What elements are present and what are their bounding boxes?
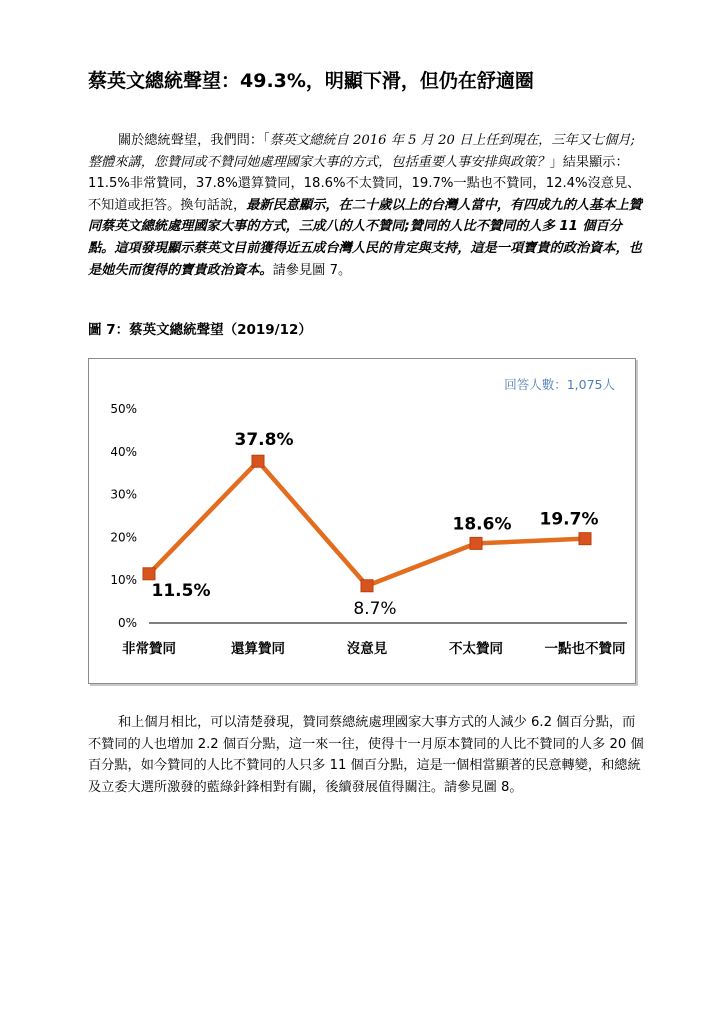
data-point xyxy=(579,533,591,545)
data-point xyxy=(361,580,373,592)
x-tick-label: 非常贊同 xyxy=(122,641,176,657)
y-tick-label: 30% xyxy=(110,487,137,502)
x-tick-label: 還算贊同 xyxy=(231,641,285,657)
paragraph-1-tail: 請參見圖 7。 xyxy=(272,262,352,278)
paragraph-1 xyxy=(88,130,644,281)
paragraph-2 xyxy=(88,712,644,798)
series-line xyxy=(149,461,585,586)
data-point xyxy=(143,568,155,580)
paragraph-2-text: 和上個月相比，可以清楚發現，贊同蔡總統處理國家大事方式的人減少 6.2 個百分點，而不贊同的人也增加 2.2 個百分點，這一來一往，使得十一月原本贊同的人比不贊同的人多 20 個百分點，如今贊同的人比不贊同的人只多 11 個百分點，這是一個相當顯著的民意轉變，和總統及立委大選所激發的藍綠針鋒相對有關，後續發展值得關注。請參見圖 8。 xyxy=(88,715,644,795)
data-label: 11.5% xyxy=(151,580,211,601)
data-point xyxy=(470,537,482,549)
y-tick-label: 20% xyxy=(110,530,137,545)
data-label: 19.7% xyxy=(539,509,599,530)
data-point xyxy=(252,455,264,467)
data-label: 18.6% xyxy=(452,514,512,535)
figure-caption: 圖 7：蔡英文總統聲望（2019/12） xyxy=(88,322,312,338)
paragraph-1-highlight: 最新民意顯示，在二十歲以上的台灣人當中，有四成九的人基本上贊同蔡英文總統處理國家大事的方式，三成八的人不贊同;贊同的人比不贊同的人多 11 個百分點。這項發現顯示蔡英文目前獲得近五成台灣人民的肯定與支持，這是一項寶貴的政治資本，也是她失而復得的寶貴政治資本。 xyxy=(88,197,642,278)
y-tick-label: 40% xyxy=(110,444,137,459)
approval-line-chart xyxy=(89,359,635,683)
survey-question: 蔡英文總統自 2016 年 5 月 20 日上任到現在，三年又七個月;整體來講，您贊同或不贊同她處理國家大事的方式，包括重要人事安排與政策？ xyxy=(88,133,635,170)
data-label: 8.7% xyxy=(353,598,397,619)
x-tick-label: 不太贊同 xyxy=(449,641,503,657)
data-label: 37.8% xyxy=(234,430,294,451)
paragraph-1-close: 」 xyxy=(549,154,563,170)
page-title: 蔡英文總統聲望：49.3%，明顯下滑，但仍在舒適圈 xyxy=(88,70,534,92)
y-tick-label: 0% xyxy=(117,616,137,630)
x-tick-label: 一點也不贊同 xyxy=(544,641,626,657)
paragraph-1-lead: 關於總統聲望，我們問：「 xyxy=(118,133,270,148)
respondent-count: 回答人數：1,075人 xyxy=(504,377,615,392)
y-tick-label: 10% xyxy=(110,573,137,588)
x-tick-label: 沒意見 xyxy=(346,641,388,657)
y-tick-label: 50% xyxy=(110,402,137,416)
paragraph-1-results: 結果顯示：11.5%非常贊同，37.8%還算贊同，18.6%不太贊同，19.7%一點也不贊同，12.4%沒意見、不知道或拒答。換句話說， xyxy=(88,154,641,213)
chart-container xyxy=(88,358,636,684)
